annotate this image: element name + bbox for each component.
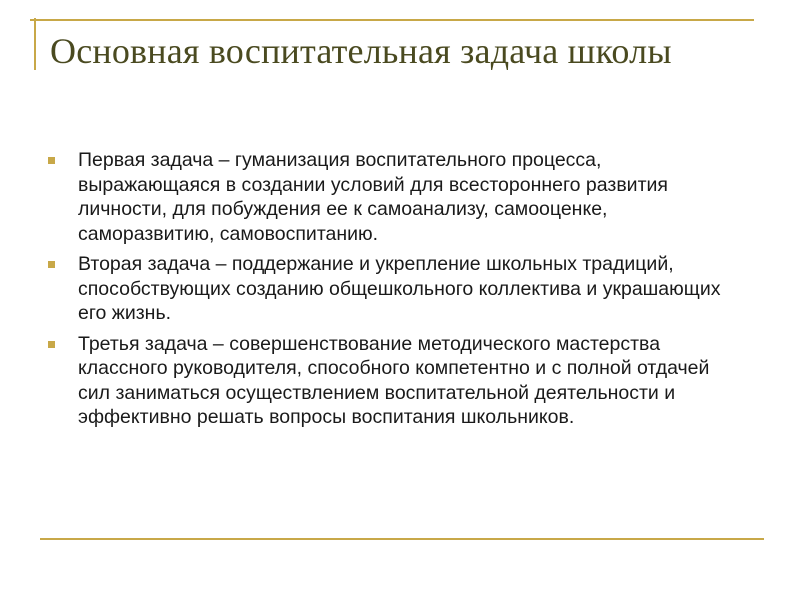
bottom-divider-line	[40, 538, 764, 540]
bullet-item-2	[48, 252, 728, 326]
bullet-item-3	[48, 332, 728, 430]
bullet-text: Третья задача – совершенствование методического мастерства классного руководителя, способного компетентно и с полной отдачей сил заниматься осуществлением воспитательной деятельности и эффективно решать вопросы воспитания школьников.	[78, 332, 710, 428]
bullet-text: Первая задача – гуманизация воспитательного процесса, выражающаяся в создании условий для всестороннего развития личности, для побуждения ее к самоанализу, самооценке, саморазвитию, самовоспитанию.	[78, 149, 668, 245]
bullet-list	[48, 148, 728, 436]
square-bullet-icon	[48, 157, 55, 164]
bullet-text: Вторая задача – поддержание и укрепление школьных традиций, способствующих созданию общешкольного коллектива и украшающих его жизнь.	[78, 253, 721, 324]
square-bullet-icon	[48, 341, 55, 348]
top-divider-line	[30, 19, 754, 21]
square-bullet-icon	[48, 261, 55, 268]
slide-title: Основная воспитательная задача школы	[50, 31, 672, 71]
bullet-item-1	[48, 148, 728, 246]
title-accent-line	[34, 18, 36, 70]
